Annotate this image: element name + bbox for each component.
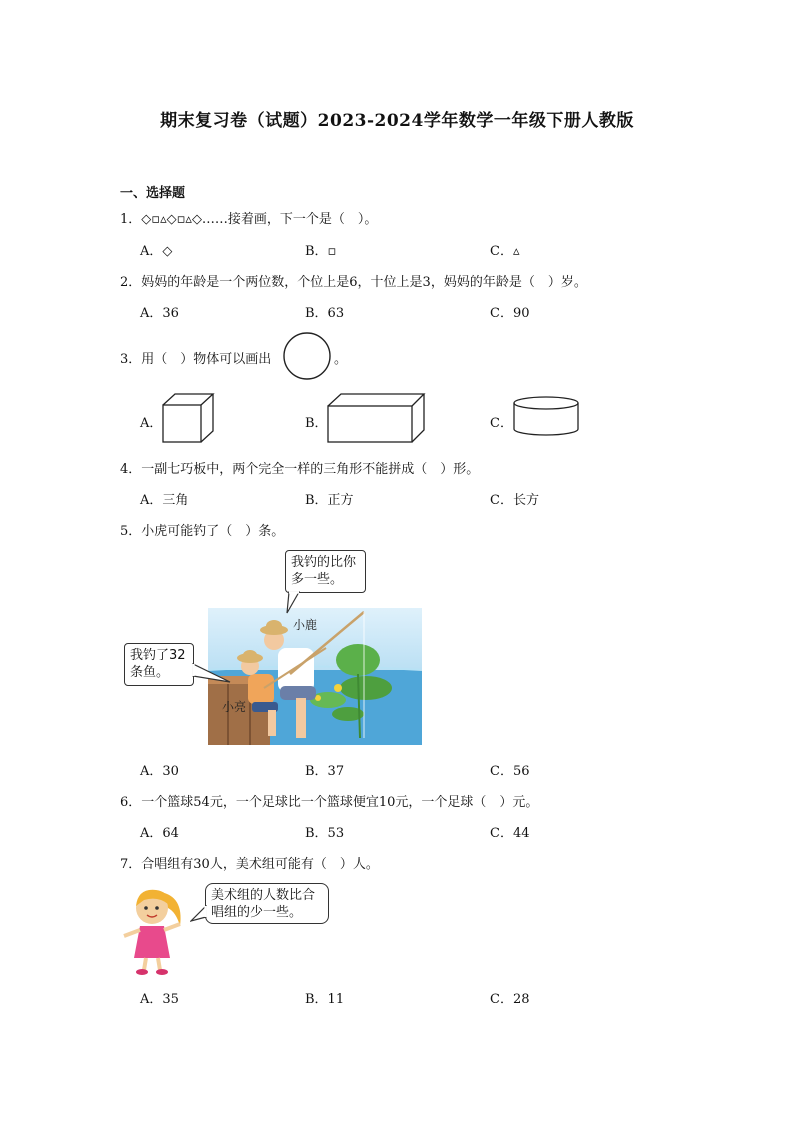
question-4-stem: 4．一副七巧板中，两个完全一样的三角形不能拼成（ ）形。 [120, 462, 480, 477]
question-7-option-c[interactable]: C．28 [490, 992, 530, 1007]
question-5-option-b[interactable]: B．37 [305, 764, 345, 779]
question-1-stem: 1．◇▫▵◇▫▵◇……接着画，下一个是（ ）。 [120, 212, 378, 227]
question-5-option-a[interactable]: A．30 [140, 764, 179, 779]
question-7-option-b[interactable]: B．11 [305, 992, 345, 1007]
question-2-option-c[interactable]: C．90 [490, 306, 530, 321]
question-3-option-b[interactable]: B． [305, 416, 328, 431]
name-label-xiaolu: 小鹿 [293, 618, 318, 632]
speech-bubble-left-tail [192, 662, 232, 686]
question-5-stem: 5．小虎可能钓了（ ）条。 [120, 524, 285, 539]
question-3-stem-end: 。 [334, 352, 348, 367]
question-6-option-b[interactable]: B．53 [305, 826, 345, 841]
section-heading: 一、选择题 [120, 186, 186, 201]
speech-bubble-top: 我钓的比你多一些。 [285, 550, 366, 593]
cube-figure [160, 392, 216, 444]
question-4-option-a[interactable]: A．三角 [140, 493, 189, 508]
question-6-stem: 6．一个篮球54元，一个足球比一个篮球便宜10元，一个足球（ ）元。 [120, 795, 539, 810]
question-4-option-c[interactable]: C．长方 [490, 493, 539, 508]
girl-cartoon-image [118, 882, 188, 978]
question-1-option-a[interactable]: A．◇ [140, 244, 173, 259]
question-2-option-b[interactable]: B．63 [305, 306, 345, 321]
name-label-xiaoliang: 小亮 [222, 700, 247, 714]
question-3-stem [120, 348, 271, 367]
question-3-option-c[interactable]: C． [490, 416, 513, 431]
speech-bubble-girl-tail [190, 905, 208, 923]
circle-figure [282, 331, 332, 381]
question-7-stem: 7．合唱组有30人，美术组可能有（ ）人。 [120, 857, 379, 872]
question-2-stem: 2．妈妈的年龄是一个两位数，个位上是6，十位上是3，妈妈的年龄是（ ）岁。 [120, 275, 587, 290]
question-6-option-c[interactable]: C．44 [490, 826, 530, 841]
question-3-stem-text: 3．用（ ）物体可以画出 [120, 352, 272, 367]
question-6-option-a[interactable]: A．64 [140, 826, 179, 841]
question-4-option-b[interactable]: B．正方 [305, 493, 354, 508]
cylinder-figure [510, 395, 582, 439]
question-1-option-b[interactable]: B．▫ [305, 244, 337, 259]
question-3-option-a[interactable]: A． [140, 416, 163, 431]
page-title: 期末复习卷（试题）2023-2024学年数学一年级下册人教版 [160, 111, 634, 131]
question-1-option-c[interactable]: C．▵ [490, 244, 520, 259]
speech-bubble-girl: 美术组的人数比合唱组的少一些。 [205, 883, 329, 924]
question-5-option-c[interactable]: C．56 [490, 764, 530, 779]
cuboid-figure [325, 392, 427, 444]
question-2-option-a[interactable]: A．36 [140, 306, 179, 321]
speech-bubble-tail [285, 591, 305, 615]
speech-bubble-left: 我钓了32条鱼。 [124, 643, 194, 686]
question-7-option-a[interactable]: A．35 [140, 992, 179, 1007]
